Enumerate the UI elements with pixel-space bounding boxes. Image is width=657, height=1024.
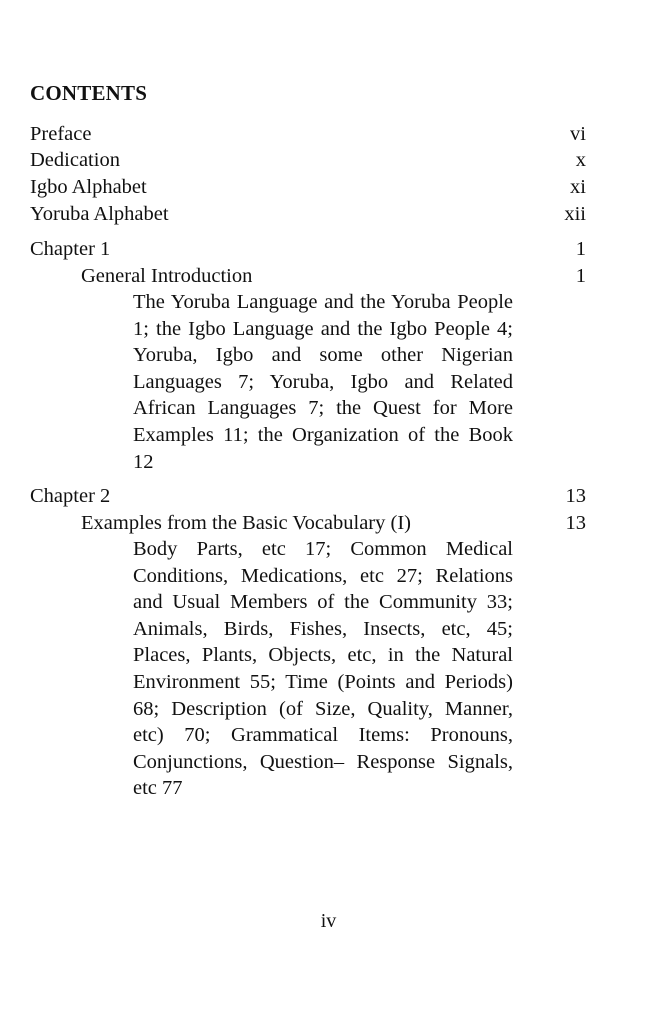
toc-entry-dedication	[30, 147, 586, 173]
page-number: iv	[320, 910, 337, 932]
toc-entry-page: x	[575, 149, 586, 171]
toc-entry-igbo-alphabet	[30, 174, 586, 200]
toc-entry-title: Yoruba Alphabet	[30, 203, 169, 225]
toc-entry-page: xii	[564, 203, 586, 225]
toc-entry-page: vi	[570, 123, 586, 145]
chapter-1-description: The Yoruba Language and the Yoruba People 1; the Igbo Language and the Igbo People 4; Yoruba, Igbo and some other Nigerian Languages 7; Yoruba, Igbo and Related African Languages 7; the Quest for More Examples 11; the Organization of the Book 12	[133, 291, 513, 473]
toc-entry-page: xi	[570, 176, 586, 198]
toc-section-general-introduction	[30, 263, 586, 289]
toc-entry-title: Dedication	[30, 149, 120, 171]
section-page: 1	[575, 265, 586, 287]
chapter-2-description: Body Parts, etc 17; Common Medical Conditions, Medications, etc 27; Relations and Usual Members of the Community 33; Animals, Birds, Fishes, Insects, etc, 45; Places, Plants, Objects, etc, in the Natural Environment 55; Time (Points and Periods) 68; Description (of Size, Quality, Manner, etc) 70; Grammatical Items: Pronouns, Conjunctions, Question– Response Signals, etc 77	[133, 538, 513, 800]
chapter-page: 1	[575, 238, 586, 260]
toc-chapter-1	[30, 236, 586, 262]
chapter-title: Chapter 1	[30, 238, 111, 260]
toc-entry-preface	[30, 121, 586, 147]
toc-section-basic-vocabulary	[30, 510, 586, 536]
section-title: General Introduction	[81, 265, 253, 287]
page-title: CONTENTS	[30, 81, 148, 105]
chapter-title: Chapter 2	[30, 485, 111, 507]
toc-entry-title: Igbo Alphabet	[30, 176, 147, 198]
toc-chapter-2	[30, 483, 586, 509]
toc-entry-title: Preface	[30, 123, 92, 145]
chapter-page: 13	[565, 485, 586, 507]
section-title: Examples from the Basic Vocabulary (I)	[81, 512, 411, 534]
section-page: 13	[565, 512, 586, 534]
toc-entry-yoruba-alphabet	[30, 201, 586, 227]
